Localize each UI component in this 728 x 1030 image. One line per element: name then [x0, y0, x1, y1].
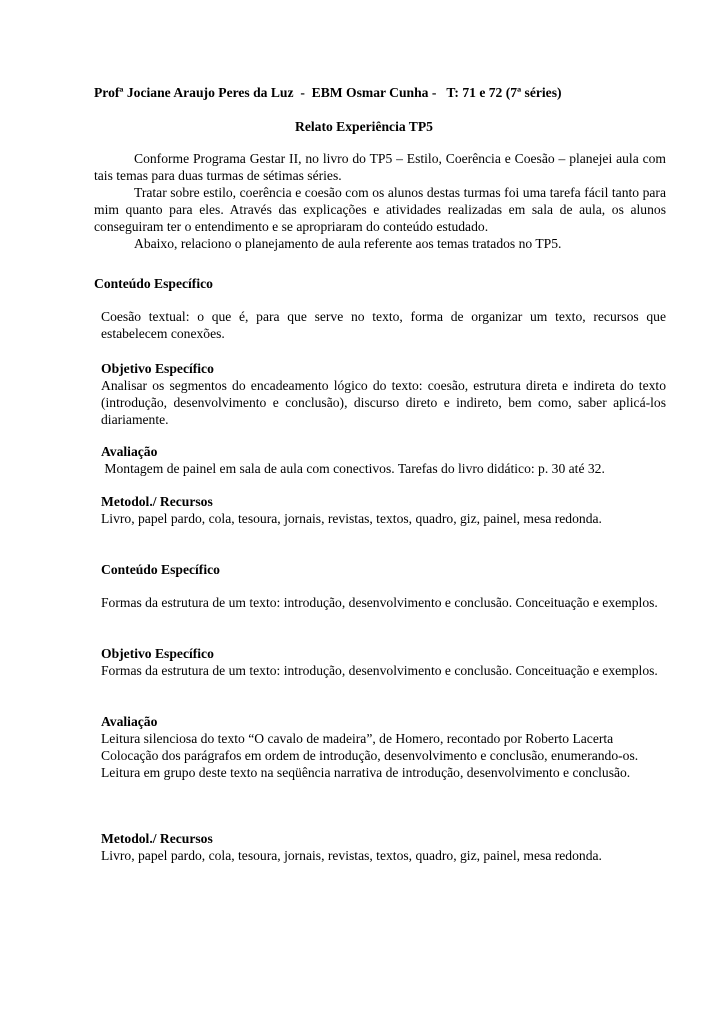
avaliacao-item: Leitura em grupo deste texto na seqüência narrativa de introdução, desenvolvimento e conclusão. — [101, 765, 631, 780]
document-header: Profª Jociane Araujo Peres da Luz - EBM Osmar Cunha - T: 71 e 72 (7ª séries) — [94, 85, 562, 100]
section2-conteudo — [101, 594, 666, 611]
avaliacao-heading: Avaliação — [101, 444, 158, 459]
metodol-text: Livro, papel pardo, cola, tesoura, jornais, revistas, textos, quadro, giz, painel, mesa redonda. — [101, 511, 602, 526]
document-title: Relato Experiência TP5 — [295, 119, 433, 134]
objetivo-text: Analisar os segmentos do encadeamento lógico do texto: coesão, estrutura direta e indireta do texto (introdução, desenvolvimento e conclusão), discurso direto e indireto, bem como, saber aplicá-los diariamente. — [101, 378, 666, 427]
avaliacao-text: Montagem de painel em sala de aula com conectivos. Tarefas do livro didático: p. 30 até 32. — [101, 461, 605, 476]
section1-avaliacao — [101, 443, 666, 477]
objetivo-text: Formas da estrutura de um texto: introdução, desenvolvimento e conclusão. Conceituação e exemplos. — [101, 663, 658, 678]
avaliacao-heading: Avaliação — [101, 714, 158, 729]
avaliacao-item: Leitura silenciosa do texto “O cavalo de madeira”, de Homero, recontado por Roberto Lacerta — [101, 731, 614, 746]
section1-conteudo — [101, 308, 666, 342]
section2-heading-block — [101, 561, 666, 578]
metodol-heading: Metodol./ Recursos — [101, 831, 213, 846]
intro-paragraph: Abaixo, relaciono o planejamento de aula referente aos temas tratados no TP5. — [134, 236, 562, 251]
section2-objetivo — [101, 645, 666, 679]
conteudo-text: Formas da estrutura de um texto: introdução, desenvolvimento e conclusão. Conceituação e exemplos. — [101, 595, 658, 610]
intro-paragraph: Conforme Programa Gestar II, no livro do TP5 – Estilo, Coerência e Coesão – planejei aula com tais temas para duas turmas de sétimas séries. — [94, 151, 666, 183]
section2-avaliacao — [101, 713, 666, 781]
section1-objetivo — [101, 360, 666, 428]
section2-metodol — [101, 830, 666, 864]
section1-heading: Conteúdo Específico — [94, 276, 213, 291]
metodol-text: Livro, papel pardo, cola, tesoura, jornais, revistas, textos, quadro, giz, painel, mesa redonda. — [101, 848, 602, 863]
section1-metodol — [101, 493, 666, 527]
section2-heading: Conteúdo Específico — [101, 562, 220, 577]
metodol-heading: Metodol./ Recursos — [101, 494, 213, 509]
objetivo-heading: Objetivo Específico — [101, 361, 214, 376]
intro-paragraph: Tratar sobre estilo, coerência e coesão com os alunos destas turmas foi uma tarefa fácil tanto para mim quanto para eles. Através das explicações e atividades realizadas em sala de aula, os alunos conseguiram ter o entendimento e se apropriaram do conteúdo estudado. — [94, 185, 666, 234]
avaliacao-item: Colocação dos parágrafos em ordem de introdução, desenvolvimento e conclusão, enumerando-os. — [101, 748, 639, 763]
objetivo-heading: Objetivo Específico — [101, 646, 214, 661]
intro-section — [94, 150, 666, 252]
conteudo-text: Coesão textual: o que é, para que serve no texto, forma de organizar um texto, recursos que estabelecem conexões. — [101, 309, 666, 341]
